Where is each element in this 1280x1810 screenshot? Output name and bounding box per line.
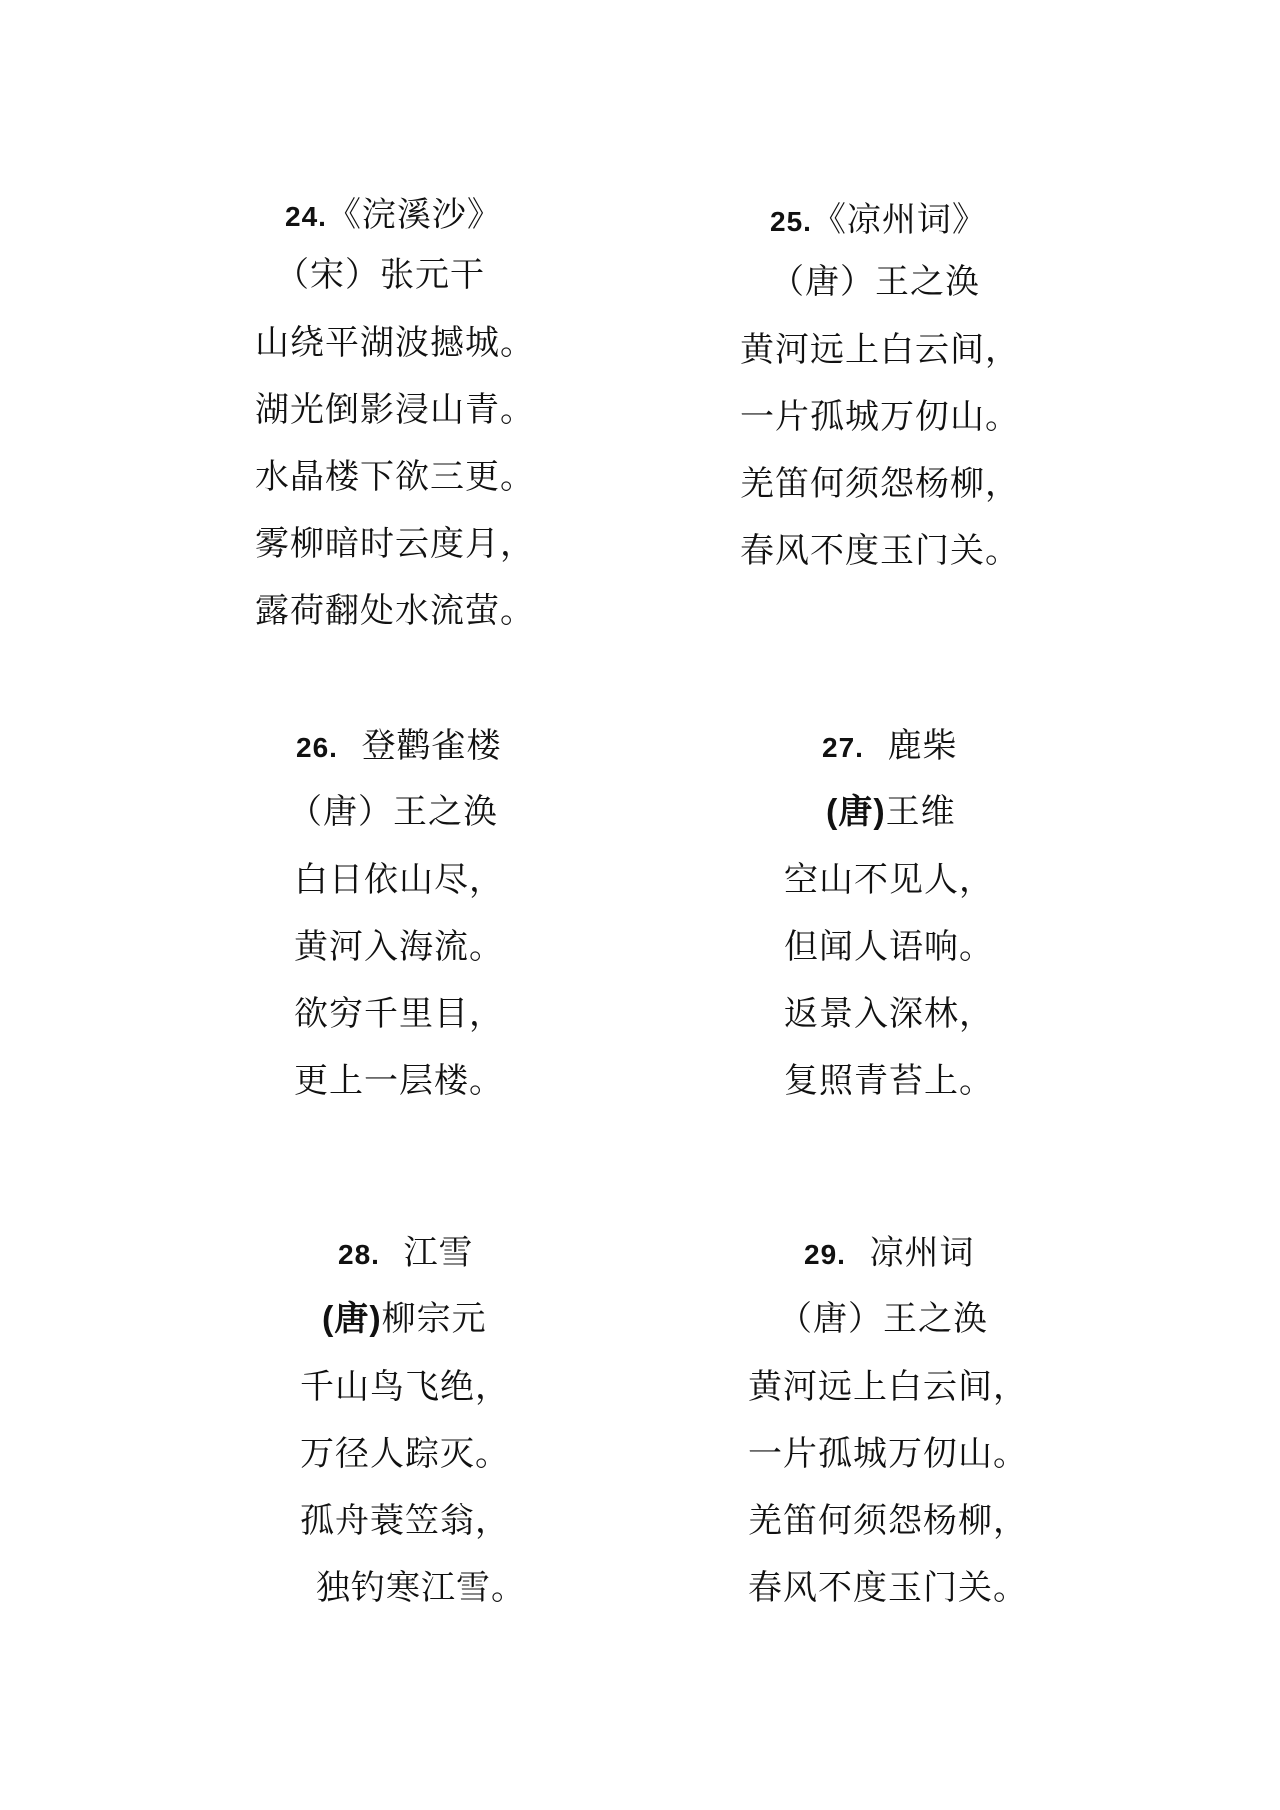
poem-line: 千山鸟飞绝，	[300, 1367, 510, 1407]
poem-author-dynasty: (唐)	[826, 793, 886, 831]
poem-line: 露荷翻处水流萤。	[255, 591, 535, 631]
poem-author-name: 柳宗元	[381, 1299, 487, 1339]
poem-line: 返景入深林，	[784, 994, 994, 1034]
poem-line: 万径人踪灭。	[300, 1434, 510, 1474]
poem-line: 一片孤城万仞山。	[748, 1434, 1028, 1474]
poem-number: 25.	[770, 206, 812, 237]
poem-author-name: 王维	[885, 792, 956, 832]
poem-title	[822, 726, 958, 768]
poem-number: 24.	[285, 201, 327, 232]
poem-author: （唐）王之涣	[770, 262, 980, 302]
poem-line: 黄河入海流。	[294, 927, 504, 967]
poem-number: 28.	[338, 1239, 380, 1270]
poem-line: 羌笛何须怨杨柳，	[748, 1501, 1028, 1541]
poem-author-dynasty: (唐)	[322, 1300, 382, 1338]
poem-title-text: 江雪	[403, 1233, 474, 1273]
poem-author	[322, 1299, 487, 1339]
poem-line: 黄河远上白云间，	[748, 1367, 1028, 1407]
poem-line: 春风不度玉门关。	[740, 531, 1020, 571]
poem-title-text: 鹿柴	[887, 726, 958, 766]
poem-title	[338, 1233, 474, 1275]
poem-line: 独钓寒江雪。	[316, 1568, 526, 1608]
poem-line: 雾柳暗时云度月，	[255, 524, 535, 564]
poem-title	[285, 195, 502, 237]
poem-line: 孤舟蓑笠翁，	[300, 1501, 510, 1541]
poem-line: 山绕平湖波撼城。	[255, 323, 535, 363]
poem-line: 空山不见人，	[784, 860, 994, 900]
poem-title	[296, 726, 502, 768]
poem-line: 春风不度玉门关。	[748, 1568, 1028, 1608]
poem-line: 复照青苔上。	[784, 1061, 994, 1101]
poem-line: 羌笛何须怨杨柳，	[740, 464, 1020, 504]
poem-number: 29.	[804, 1239, 846, 1270]
poem-line: 但闻人语响。	[784, 927, 994, 967]
poem-title-text: 登鹳雀楼	[361, 726, 502, 766]
poem-number: 27.	[822, 732, 864, 763]
poem-author: （宋）张元干	[275, 255, 485, 295]
poem-line: 一片孤城万仞山。	[740, 397, 1020, 437]
poem-title-text: 《凉州词》	[811, 200, 987, 240]
poem-number: 26.	[296, 732, 338, 763]
poem-line: 欲穷千里目，	[294, 994, 504, 1034]
poem-line: 黄河远上白云间，	[740, 330, 1020, 370]
poem-line: 白日依山尽，	[294, 860, 504, 900]
poem-title-text: 《浣溪沙》	[326, 195, 502, 235]
poem-line: 更上一层楼。	[294, 1061, 504, 1101]
poem-line: 水晶楼下欲三更。	[255, 457, 535, 497]
poem-title	[770, 200, 987, 242]
poem-author: （唐）王之涣	[778, 1299, 988, 1339]
poem-title	[804, 1233, 975, 1275]
poem-author	[826, 792, 956, 832]
poem-author: （唐）王之涣	[288, 792, 498, 832]
poem-title-text: 凉州词	[869, 1233, 975, 1273]
poem-line: 湖光倒影浸山青。	[255, 390, 535, 430]
